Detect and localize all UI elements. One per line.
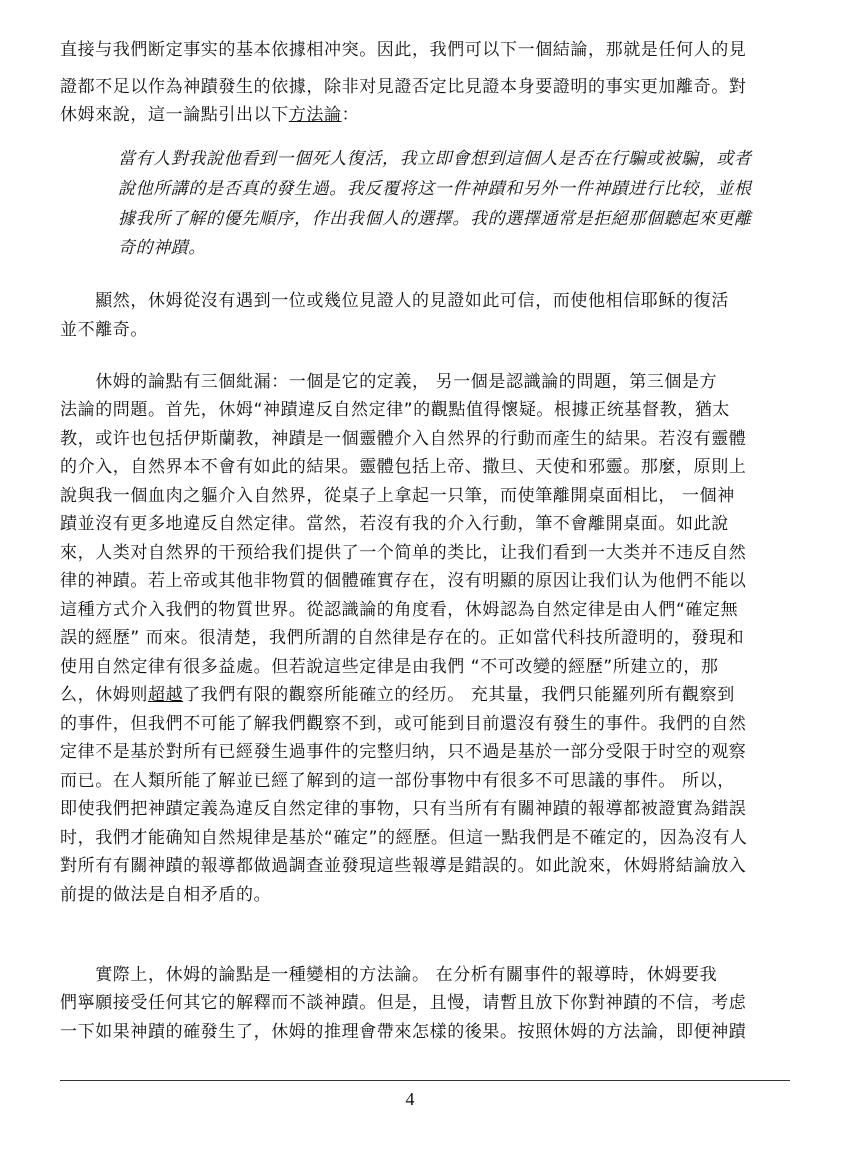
text-line: 對所有有關神蹟的報導都做過調查並發現這些報導是錯誤的。如此說來，休姆將結論放入 [60,856,747,876]
text-line: 教，或许也包括伊斯蘭教，神蹟是一個靈體介入自然界的行動而產生的結果。若沒有靈體 [60,429,747,449]
underlined-term: 超越 [148,685,184,705]
text-segment: ： [341,105,360,125]
text-line: 时，我們才能确知自然規律是基於“確定”的經歷。但這一點我們是不確定的，因為沒有人 [60,828,748,848]
text-line: 們寧願接受任何其它的解釋而不談神蹟。但是，且慢，请暫且放下你對神蹟的不信，考虑 [60,993,747,1013]
text-line: 來，人类对自然界的干预给我们提供了一个简单的类比，让我们看到一大类并不违反自然 [60,543,747,563]
text-line: 證都不足以作為神蹟發生的依據，除非对見證否定比見證本身要證明的事实更加離奇。對 [60,77,747,97]
text-line: 休姆的論點有三個紕漏：一個是它的定義， 另一個是認識論的問題，第三個是方 [60,372,718,392]
text-line: 蹟並沒有更多地違反自然定律。當然，若沒有我的介入行動，筆不會離開桌面。如此說 [60,514,729,534]
text-line: 定律不是基於對所有已經發生過事件的完整归纳，只不過是基於一部分受限于时空的观察 [60,742,747,762]
underlined-term: 方法論 [288,105,342,125]
text-line: 而已。在人類所能了解並已經了解到的這一部份事物中有很多不可思議的事件。 所以， [60,771,735,791]
footer-divider [60,1080,790,1081]
text-line: 律的神蹟。若上帝或其他非物質的個體確實存在，沒有明顯的原因让我们认为他們不能以 [60,571,747,591]
text-line: 說與我一個血肉之軀介入自然界，從桌子上拿起一只筆，而使筆離開桌面相比， 一個神 [60,486,735,506]
text-line: 法論的問題。首先，休姆“神蹟違反自然定律”的觀點值得懷疑。根據正统基督教，猶太 [60,400,731,420]
text-line: 並不離奇。 [60,320,148,340]
text-line: 前提的做法是自相矛盾的。 [60,885,272,905]
text-line: 一下如果神蹟的確發生了，休姆的推理會帶來怎樣的後果。按照休姆的方法論，即便神蹟 [60,1022,747,1042]
text-line [60,683,795,707]
text-line: 使用自然定律有很多益處。但若說這些定律是由我們 “不可改變的經歷”所建立的，那 [60,657,719,677]
text-segment: 么，休姆则 [60,685,148,705]
text-line: 直接与我們断定事实的基本依據相冲突。因此，我們可以下一個結論，那就是任何人的見 [60,40,747,60]
quote-line: 據我所了解的優先順序，作出我個人的選擇。我的選擇通常是拒絕那個聽起來更離 [118,209,752,229]
text-segment: 休姆來說，這一論點引出以下 [60,105,289,125]
quote-line: 說他所講的是否真的發生過。我反覆将这一件神蹟和另外一件神蹟进行比较，並根 [118,179,752,199]
text-line: 誤的經歷” 而來。很清楚，我們所謂的自然律是存在的。正如當代科技所證明的，發現和 [60,628,745,648]
text-segment: 了我們有限的觀察所能確立的经历。 充其量，我們只能羅列所有觀察到 [183,685,735,705]
text-line [60,103,795,127]
page-number: 4 [405,1089,415,1109]
text-line: 的事件，但我們不可能了解我們觀察不到，或可能到目前還沒有發生的事件。我們的自然 [60,714,747,734]
quote-line: 當有人對我說他看到一個死人復活，我立即會想到這個人是否在行騙或被騙，或者 [118,149,752,169]
text-line: 實際上，休姆的論點是一種變相的方法論。 在分析有關事件的報導時，休姆要我 [60,965,718,985]
text-line: 即使我們把神蹟定義為違反自然定律的事物，只有当所有有關神蹟的報導都被證實為錯誤 [60,799,747,819]
quote-line: 奇的神蹟。 [118,238,206,258]
text-line: 這種方式介入我們的物質世界。從認識論的角度看，休姆認為自然定律是由人們“確定無 [60,600,739,620]
text-line: 的介入，自然界本不會有如此的結果。靈體包括上帝、撒旦、天使和邪靈。那麼，原則上 [60,457,747,477]
text-line: 顯然，休姆從沒有遇到一位或幾位見證人的見證如此可信，而使他相信耶稣的復活 [60,291,729,311]
